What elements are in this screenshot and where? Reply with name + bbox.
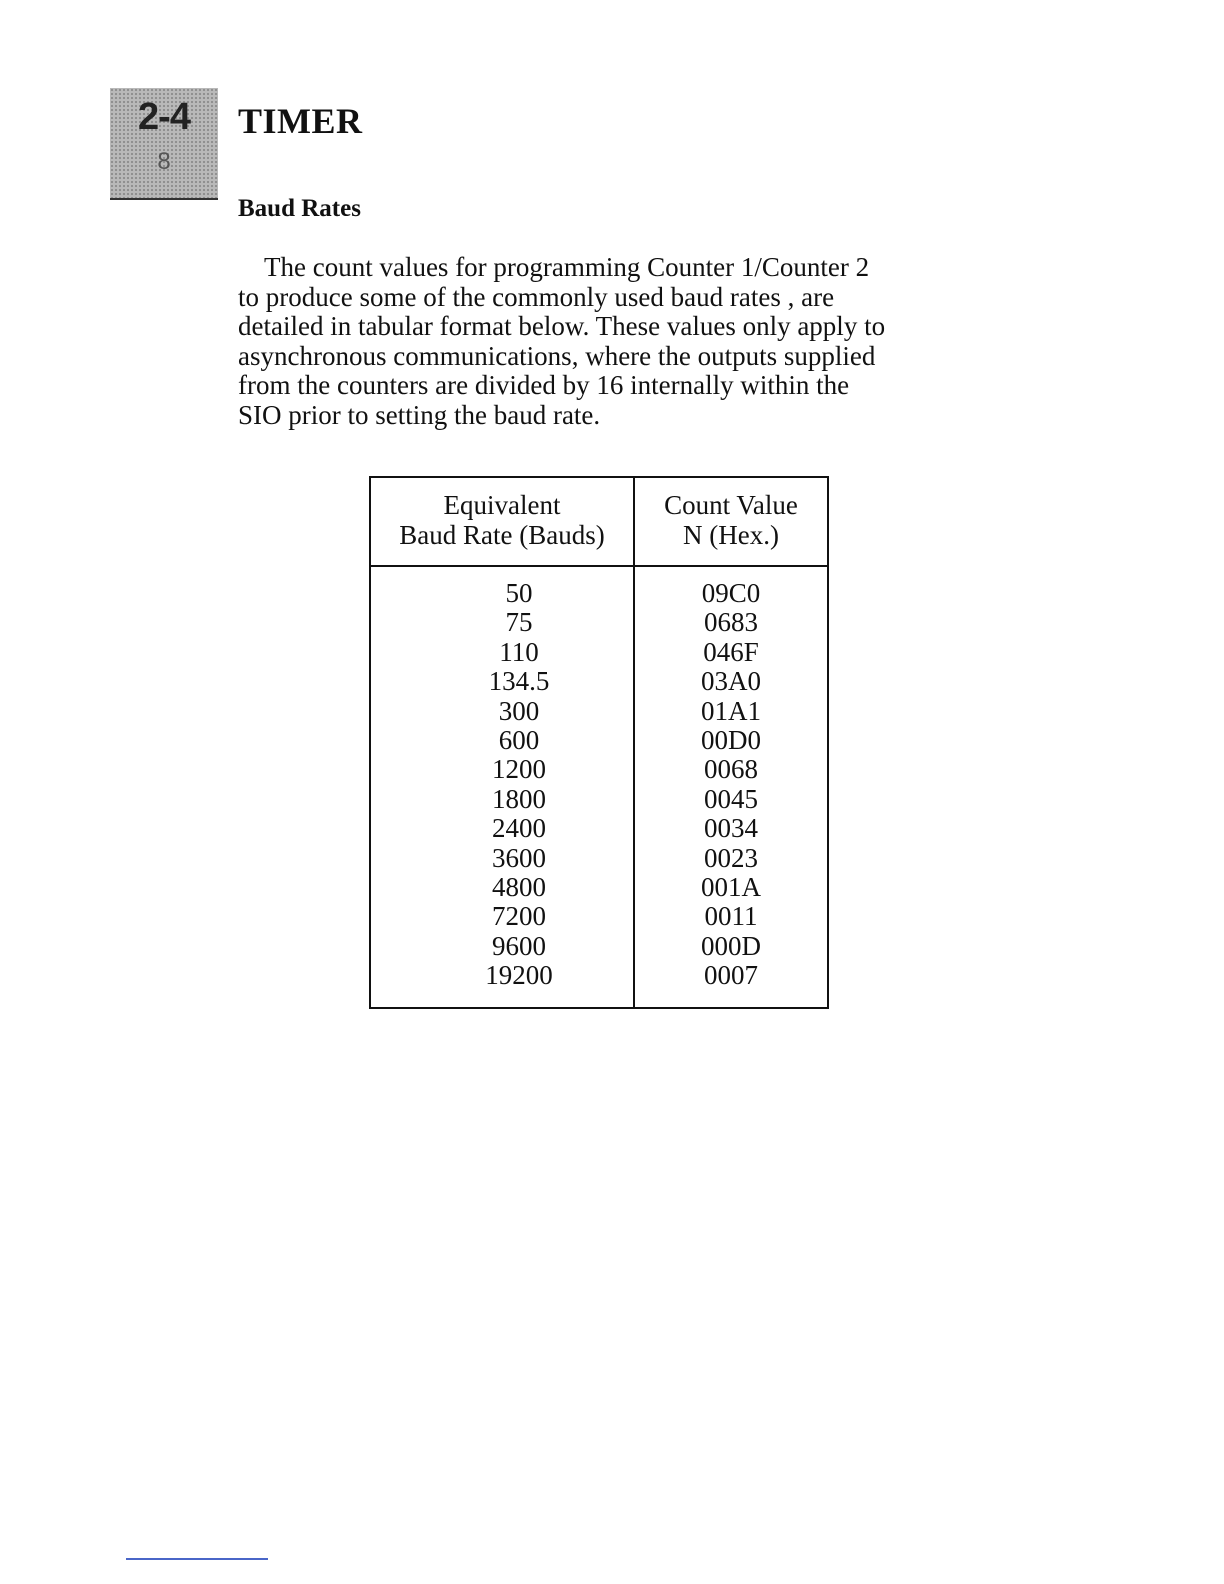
count-value-cell: 0683 — [704, 607, 758, 638]
count-value-cell: 046F — [703, 636, 759, 667]
header-line: Baud Rate (Bauds) — [399, 520, 605, 550]
count-value-cell: 00D0 — [701, 725, 761, 756]
count-value-cell: 09C0 — [701, 578, 761, 608]
count-value-cell: 0034 — [704, 813, 758, 844]
count-value-cell: 01A1 — [701, 695, 761, 726]
footer-rule — [126, 1558, 268, 1560]
count-value-cell: 0045 — [704, 783, 758, 814]
baud-rate-cell: 300 — [498, 695, 540, 726]
count-value-cell: 0068 — [704, 754, 758, 785]
baud-rate-cell: 4800 — [492, 872, 546, 903]
count-value-cell: 0007 — [704, 960, 758, 991]
header-line: Count Value — [664, 490, 798, 520]
header-line: N (Hex.) — [683, 520, 779, 550]
count-value-cell: 0011 — [704, 901, 758, 932]
baud-rate-cell: 1800 — [492, 783, 546, 814]
count-value-cell: 001A — [701, 872, 761, 903]
baud-rate-cell: 50 — [505, 578, 533, 608]
baud-rate-cell: 75 — [505, 607, 533, 638]
header-divider — [371, 565, 827, 567]
baud-rate-cell: 110 — [499, 636, 539, 667]
page-title: TIMER — [238, 101, 363, 141]
section-subheading: Baud Rates — [238, 195, 361, 222]
baud-rate-cell: 134.5 — [488, 666, 550, 697]
section-number: 2-4 — [138, 96, 190, 138]
baud-rate-cell: 3600 — [492, 842, 546, 873]
baud-rate-cell: 1200 — [492, 754, 546, 785]
baud-rate-cell: 9600 — [492, 930, 546, 961]
paragraph-line: asynchronous communications, where the outputs supplied — [238, 340, 876, 371]
header-line: Equivalent — [443, 490, 561, 520]
count-value-cell: 03A0 — [701, 666, 761, 697]
baud-rate-table — [369, 476, 829, 1009]
paragraph-line: from the counters are divided by 16 internally within the — [238, 370, 850, 400]
paragraph-line: The count values for programming Counter 1/Counter 2 — [264, 252, 870, 282]
count-value-cell: 0023 — [704, 842, 758, 873]
baud-rate-cell: 7200 — [492, 901, 546, 932]
count-value-column — [635, 579, 827, 991]
header-count-value — [635, 490, 827, 550]
baud-rate-cell: 600 — [498, 725, 540, 756]
baud-rate-cell: 2400 — [492, 813, 546, 844]
paragraph-line: detailed in tabular format below. These values only apply to — [238, 311, 886, 341]
paragraph-line: to produce some of the commonly used baud rates , are — [238, 281, 835, 312]
header-baud-rate — [371, 490, 633, 550]
section-sub-number: 8 — [157, 148, 171, 175]
paragraph-line: SIO prior to setting the baud rate. — [238, 399, 601, 430]
section-tab — [110, 88, 218, 200]
count-value-cell: 000D — [701, 930, 761, 961]
baud-rate-column — [371, 579, 667, 991]
body-paragraph — [238, 253, 998, 430]
baud-rate-cell: 19200 — [485, 960, 553, 991]
